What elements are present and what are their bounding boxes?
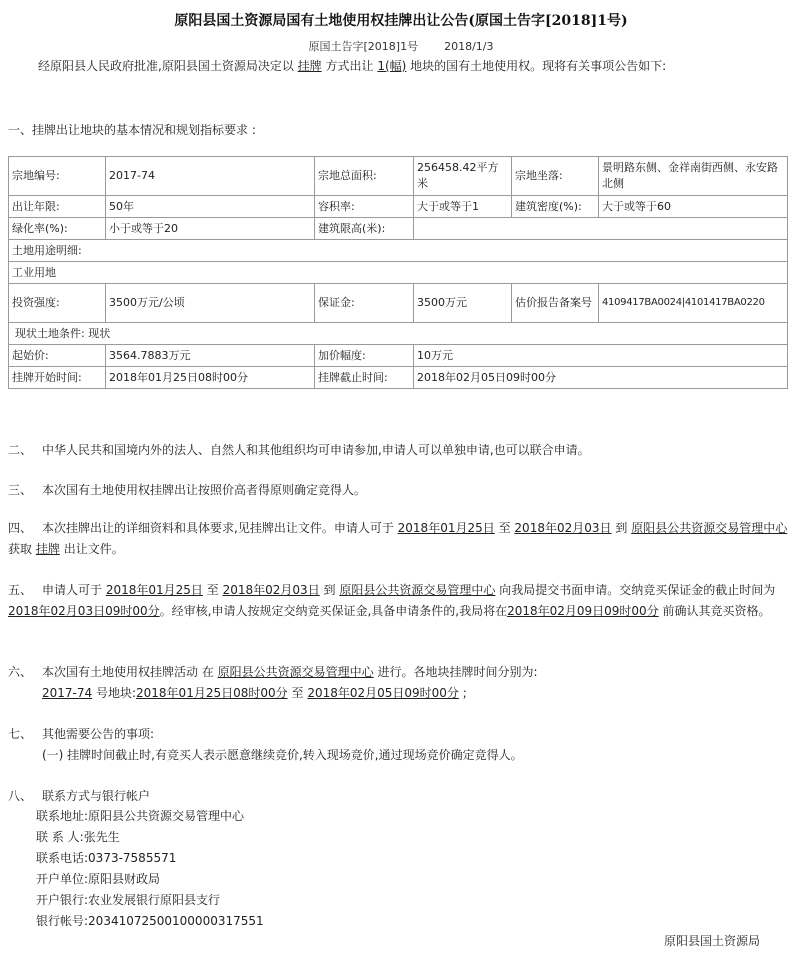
section-6 [8, 662, 788, 704]
section-text: 向我局提交书面申请。交纳竞买保证金的截止时间为 [499, 583, 776, 597]
deposit-deadline: 2018年02月03日09时00分 [8, 604, 160, 618]
section-text: 前确认其竞买资格。 [662, 604, 771, 618]
table-label: 出让年限: [9, 196, 106, 218]
venue: 原阳县公共资源交易管理中心 [339, 583, 496, 597]
section-text: ; [462, 686, 467, 700]
table-value: 3500万元/公顷 [106, 284, 315, 323]
section-number: 三、 [8, 483, 33, 497]
contact-row [36, 848, 264, 869]
table-value: 大于或等于60 [599, 196, 788, 218]
listing-end: 2018年02月05日09时00分 [307, 686, 459, 700]
section-text: 本次挂牌出让的详细资料和具体要求,见挂牌出让文件。申请人可于 [42, 521, 394, 535]
section-text: 至 [498, 521, 511, 535]
contact-label: 联 系 人: [36, 830, 84, 844]
contact-row [36, 911, 264, 932]
intro-text: 地块的国有土地使用权。现将有关事项公告如下: [410, 59, 667, 73]
land-use-label: 土地用途明细: [9, 240, 788, 262]
section-number: 八、 [8, 789, 33, 803]
document-meta [0, 38, 802, 54]
table-label: 宗地总面积: [315, 157, 414, 196]
section-1-heading: 一、挂牌出让地块的基本情况和规划指标要求 : [8, 123, 256, 137]
section-heading: 其他需要公告的事项: [42, 727, 155, 741]
table-label: 容积率: [315, 196, 414, 218]
parcel-info-table [8, 156, 788, 389]
table-value: 50年 [106, 196, 315, 218]
document-title: 原阳县国土资源局国有土地使用权挂牌出让公告(原国土告字[2018]1号) [174, 13, 628, 29]
document-date: 2018/1/3 [444, 40, 494, 53]
table-value: 3500万元 [414, 284, 512, 323]
issuer-signature: 原阳县国土资源局 [663, 934, 760, 948]
section-8 [8, 786, 788, 807]
section-5 [8, 580, 788, 622]
table-value: 小于或等于20 [106, 218, 315, 240]
end-date: 2018年02月03日 [514, 521, 612, 535]
contact-label: 联系电话: [36, 851, 89, 865]
contact-label: 银行帐号: [36, 914, 89, 928]
table-value: 2017-74 [106, 157, 315, 196]
section-number: 四、 [8, 521, 33, 535]
method: 挂牌 [35, 542, 60, 556]
contact-label: 开户单位: [36, 872, 89, 886]
start-date: 2018年01月25日 [105, 583, 203, 597]
contact-block [36, 806, 264, 932]
venue: 原阳县公共资源交易管理中心 [217, 665, 374, 679]
section-text: (一) 挂牌时间截止时,有竞买人表示愿意继续竞价,转入现场竞价,通过现场竞价确定竞得人。 [42, 748, 523, 762]
table-row [9, 196, 788, 218]
section-text: 进行。各地块挂牌时间分别为: [377, 665, 538, 679]
intro-text: 经原阳县人民政府批准,原阳县国土资源局决定以 [38, 59, 294, 73]
table-label: 挂牌开始时间: [9, 367, 106, 389]
contact-person: 张先生 [83, 830, 120, 844]
table-label: 挂牌截止时间: [315, 367, 414, 389]
contact-label: 联系地址: [36, 809, 89, 823]
section-text: 本次国有土地使用权挂牌出让按照价高者得原则确定竞得人。 [42, 483, 367, 497]
listing-start: 2018年01月25日08时00分 [136, 686, 288, 700]
contact-bank: 农业发展银行原阳县支行 [88, 893, 221, 907]
section-text: 。经审核,申请人按规定交纳竞买保证金,具备申请条件的,我局将在 [159, 604, 508, 618]
table-label: 估价报告备案号 [512, 284, 599, 323]
section-text: 获取 [8, 542, 33, 556]
section-text: 到 [615, 521, 628, 535]
section-text: 中华人民共和国境内外的法人、自然人和其他组织均可申请参加,申请人可以单独申请,也可以联合申请。 [42, 443, 590, 457]
end-date: 2018年02月03日 [222, 583, 320, 597]
table-row [9, 345, 788, 367]
table-value: 256458.42平方米 [414, 157, 512, 196]
contact-row [36, 890, 264, 911]
table-label: 起始价: [9, 345, 106, 367]
table-row [9, 284, 788, 323]
table-value: 大于或等于1 [414, 196, 512, 218]
contact-row [36, 806, 264, 827]
contact-label: 开户银行: [36, 893, 89, 907]
section-2 [8, 440, 788, 461]
contact-phone: 0373-7585571 [88, 851, 177, 865]
venue: 原阳县公共资源交易管理中心 [631, 521, 788, 535]
table-value: 2018年02月05日09时00分 [414, 367, 788, 389]
table-label: 绿化率(%): [9, 218, 106, 240]
table-label: 建筑限高(米): [315, 218, 414, 240]
table-label: 宗地编号: [9, 157, 106, 196]
table-label: 投资强度: [9, 284, 106, 323]
table-row [9, 218, 788, 240]
section-3 [8, 480, 788, 501]
intro-paragraph [8, 56, 778, 77]
section-7 [8, 724, 788, 766]
section-number: 五、 [8, 583, 33, 597]
document-number: 原国土告字[2018]1号 [308, 40, 419, 53]
section-text: 至 [291, 686, 304, 700]
contact-unit: 原阳县财政局 [88, 872, 161, 886]
land-use-value: 工业用地 [9, 262, 788, 284]
contact-address: 原阳县公共资源交易管理中心 [88, 809, 245, 823]
plot-number: 2017-74 [42, 686, 93, 700]
intro-text: 方式出让 [325, 59, 374, 73]
section-heading: 联系方式与银行帐户 [42, 789, 151, 803]
section-4 [8, 518, 788, 560]
land-condition: 现状土地条件: 现状 [9, 323, 788, 345]
start-date: 2018年01月25日 [397, 521, 495, 535]
section-text: 号地块: [95, 686, 137, 700]
table-row [9, 323, 788, 345]
table-row [9, 240, 788, 262]
section-text: 出让文件。 [63, 542, 124, 556]
table-label: 加价幅度: [315, 345, 414, 367]
table-value: 景明路东侧、金祥南街西侧、永安路北侧 [599, 157, 788, 196]
confirm-deadline: 2018年02月09日09时00分 [507, 604, 659, 618]
section-number: 七、 [8, 727, 33, 741]
section-text: 本次国有土地使用权挂牌活动 在 [42, 665, 214, 679]
section-text: 到 [323, 583, 336, 597]
table-label: 宗地坐落: [512, 157, 599, 196]
table-value: 4109417BA0024|4101417BA0220 [599, 284, 788, 323]
table-row [9, 157, 788, 196]
table-label: 保证金: [315, 284, 414, 323]
contact-row [36, 869, 264, 890]
table-label: 建筑密度(%): [512, 196, 599, 218]
table-row [9, 367, 788, 389]
table-value [414, 218, 788, 240]
section-text: 至 [206, 583, 219, 597]
section-text: 申请人可于 [42, 583, 103, 597]
table-row [9, 262, 788, 284]
table-value: 10万元 [414, 345, 788, 367]
table-value: 3564.7883万元 [106, 345, 315, 367]
section-number: 六、 [8, 665, 33, 679]
intro-method: 挂牌 [297, 59, 322, 73]
intro-count: 1(幅) [377, 59, 407, 73]
contact-account: 20341072500100000317551 [88, 914, 264, 928]
contact-row [36, 827, 264, 848]
section-number: 二、 [8, 443, 33, 457]
table-value: 2018年01月25日08时00分 [106, 367, 315, 389]
